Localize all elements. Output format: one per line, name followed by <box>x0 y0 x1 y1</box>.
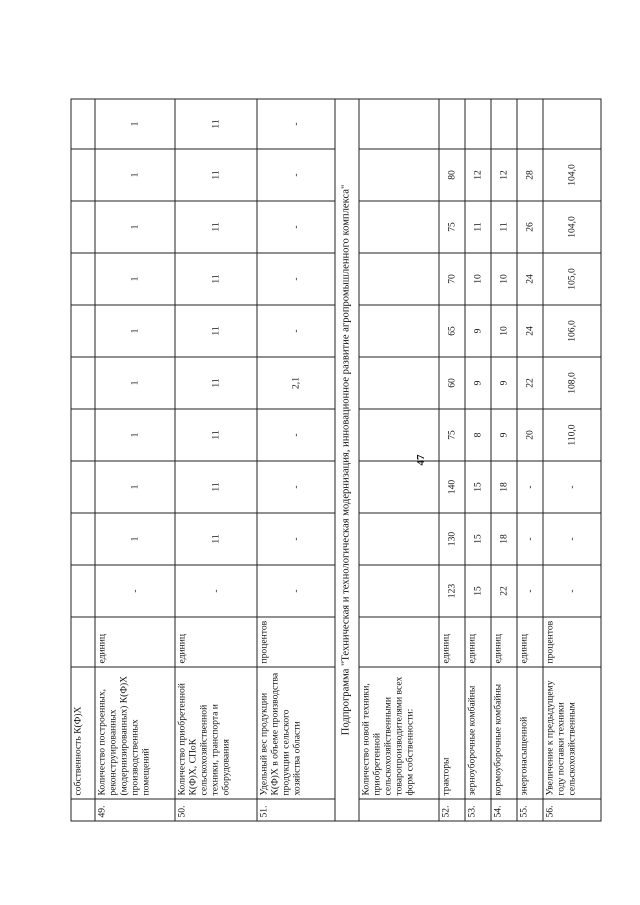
value-cell <box>359 565 439 617</box>
value-cell: 1 <box>95 253 175 305</box>
value-cell <box>359 253 439 305</box>
value-cell: 104,0 <box>543 149 601 201</box>
table-row <box>71 99 95 821</box>
table-row <box>517 99 543 821</box>
unit: единиц <box>175 617 257 667</box>
value-cell <box>359 149 439 201</box>
unit: единиц <box>465 617 491 667</box>
value-cell: 70 <box>439 253 465 305</box>
value-cell: 123 <box>439 565 465 617</box>
value-cell: - <box>257 565 335 617</box>
unit: единиц <box>517 617 543 667</box>
value-cell: 26 <box>517 201 543 253</box>
indicators-table <box>70 99 601 822</box>
subprogram-title: Подпрограмма "Техническая и технологическая модернизация, инновационное развитие агропромышленного комплекса" <box>335 99 359 821</box>
value-cell: 60 <box>439 357 465 409</box>
value-cell: - <box>175 565 257 617</box>
value-cell: 24 <box>517 253 543 305</box>
value-cell: 130 <box>439 513 465 565</box>
table-row <box>439 99 465 821</box>
value-cell <box>71 461 95 513</box>
value-cell: 80 <box>439 149 465 201</box>
indicator-name: Количество приобретенной К(Ф)Х, СПоК сельскохозяйственной техники, транспорта и оборудования <box>175 667 257 799</box>
indicator-name: тракторы <box>439 667 465 799</box>
value-cell <box>71 201 95 253</box>
value-cell: - <box>257 305 335 357</box>
value-cell <box>517 99 543 149</box>
table-row <box>95 99 175 821</box>
value-cell: 65 <box>439 305 465 357</box>
value-cell: - <box>517 513 543 565</box>
value-cell: - <box>257 253 335 305</box>
value-cell: 1 <box>95 149 175 201</box>
value-cell: 28 <box>517 149 543 201</box>
value-cell: 106,0 <box>543 305 601 357</box>
value-cell: 11 <box>175 99 257 149</box>
value-cell: 12 <box>465 149 491 201</box>
value-cell: 10 <box>491 253 517 305</box>
value-cell: 1 <box>95 99 175 149</box>
unit: единиц <box>95 617 175 667</box>
value-cell <box>71 253 95 305</box>
value-cell: 1 <box>95 305 175 357</box>
value-cell: 9 <box>465 357 491 409</box>
row-number <box>359 799 439 821</box>
value-cell <box>359 201 439 253</box>
indicator-name: кормоуборочные комбайны <box>491 667 517 799</box>
value-cell <box>71 149 95 201</box>
indicator-name: собственность К(Ф)Х <box>71 667 95 799</box>
value-cell: 15 <box>465 461 491 513</box>
table-row <box>543 99 601 821</box>
value-cell: - <box>257 149 335 201</box>
value-cell <box>71 565 95 617</box>
value-cell: 140 <box>439 461 465 513</box>
row-number: 51. <box>257 799 335 821</box>
value-cell <box>359 357 439 409</box>
value-cell <box>359 305 439 357</box>
table-row <box>465 99 491 821</box>
table-row <box>175 99 257 821</box>
value-cell: - <box>257 201 335 253</box>
row-number: 49. <box>95 799 175 821</box>
value-cell: 11 <box>175 253 257 305</box>
value-cell: - <box>257 461 335 513</box>
value-cell: - <box>543 565 601 617</box>
value-cell <box>71 305 95 357</box>
value-cell: 20 <box>517 409 543 461</box>
value-cell: 75 <box>439 201 465 253</box>
value-cell: 22 <box>491 565 517 617</box>
value-cell: 22 <box>517 357 543 409</box>
indicator-name: Количество построенных, реконструированных (модернизированных) К(Ф)Х производственных помещений <box>95 667 175 799</box>
table-row <box>491 99 517 821</box>
value-cell: 10 <box>491 305 517 357</box>
unit <box>359 617 439 667</box>
value-cell: - <box>517 461 543 513</box>
value-cell <box>491 99 517 149</box>
value-cell: 2,1 <box>257 357 335 409</box>
value-cell: 75 <box>439 409 465 461</box>
subprogram-row <box>335 99 359 821</box>
value-cell: 9 <box>491 357 517 409</box>
value-cell: 1 <box>95 409 175 461</box>
value-cell: - <box>543 461 601 513</box>
rotated-sheet <box>70 99 620 822</box>
table-row <box>359 99 439 821</box>
value-cell: 110,0 <box>543 409 601 461</box>
value-cell: 11 <box>175 149 257 201</box>
row-number <box>71 799 95 821</box>
value-cell: 11 <box>175 305 257 357</box>
value-cell: 9 <box>491 409 517 461</box>
value-cell: - <box>257 409 335 461</box>
value-cell <box>71 513 95 565</box>
value-cell: - <box>543 513 601 565</box>
value-cell: 104,0 <box>543 201 601 253</box>
row-number: 50. <box>175 799 257 821</box>
value-cell: - <box>257 99 335 149</box>
value-cell: 9 <box>465 305 491 357</box>
value-cell: 1 <box>95 461 175 513</box>
value-cell: 8 <box>465 409 491 461</box>
value-cell: 108,0 <box>543 357 601 409</box>
indicator-name: Удельный вес продукции К(Ф)Х в объеме производства продукции сельского хозяйства области <box>257 667 335 799</box>
value-cell: 11 <box>175 357 257 409</box>
value-cell: 11 <box>175 513 257 565</box>
value-cell: 11 <box>491 201 517 253</box>
value-cell: - <box>257 513 335 565</box>
value-cell: 24 <box>517 305 543 357</box>
value-cell <box>359 461 439 513</box>
page-number: 47 <box>415 454 427 466</box>
value-cell: 15 <box>465 513 491 565</box>
table-row <box>257 99 335 821</box>
value-cell <box>359 513 439 565</box>
unit: процентов <box>543 617 601 667</box>
value-cell <box>359 409 439 461</box>
indicator-name: зерноуборочные комбайны <box>465 667 491 799</box>
value-cell <box>465 99 491 149</box>
value-cell <box>71 409 95 461</box>
unit: единиц <box>439 617 465 667</box>
row-number: 53. <box>465 799 491 821</box>
value-cell: - <box>95 565 175 617</box>
row-number: 52. <box>439 799 465 821</box>
unit: процентов <box>257 617 335 667</box>
value-cell: 11 <box>175 409 257 461</box>
value-cell: 10 <box>465 253 491 305</box>
value-cell <box>439 99 465 149</box>
value-cell <box>71 357 95 409</box>
indicator-name: Количество новой техники, приобретенной сельскохозяйственными товаропроизводителями всех форм собственности: <box>359 667 439 799</box>
value-cell: 1 <box>95 201 175 253</box>
indicator-name: энергонасыщенной <box>517 667 543 799</box>
value-cell: 15 <box>465 565 491 617</box>
value-cell: 12 <box>491 149 517 201</box>
row-number: 56. <box>543 799 601 821</box>
indicator-name: Увеличение к предыдущему году поставки техники сельскохозяйственным <box>543 667 601 799</box>
value-cell <box>71 99 95 149</box>
value-cell: 1 <box>95 357 175 409</box>
value-cell: 18 <box>491 461 517 513</box>
value-cell <box>543 99 601 149</box>
unit <box>71 617 95 667</box>
value-cell: 1 <box>95 513 175 565</box>
value-cell: - <box>517 565 543 617</box>
value-cell <box>359 99 439 149</box>
value-cell: 105,0 <box>543 253 601 305</box>
value-cell: 11 <box>175 201 257 253</box>
value-cell: 11 <box>465 201 491 253</box>
value-cell: 18 <box>491 513 517 565</box>
row-number: 55. <box>517 799 543 821</box>
value-cell: 11 <box>175 461 257 513</box>
unit: единиц <box>491 617 517 667</box>
row-number: 54. <box>491 799 517 821</box>
